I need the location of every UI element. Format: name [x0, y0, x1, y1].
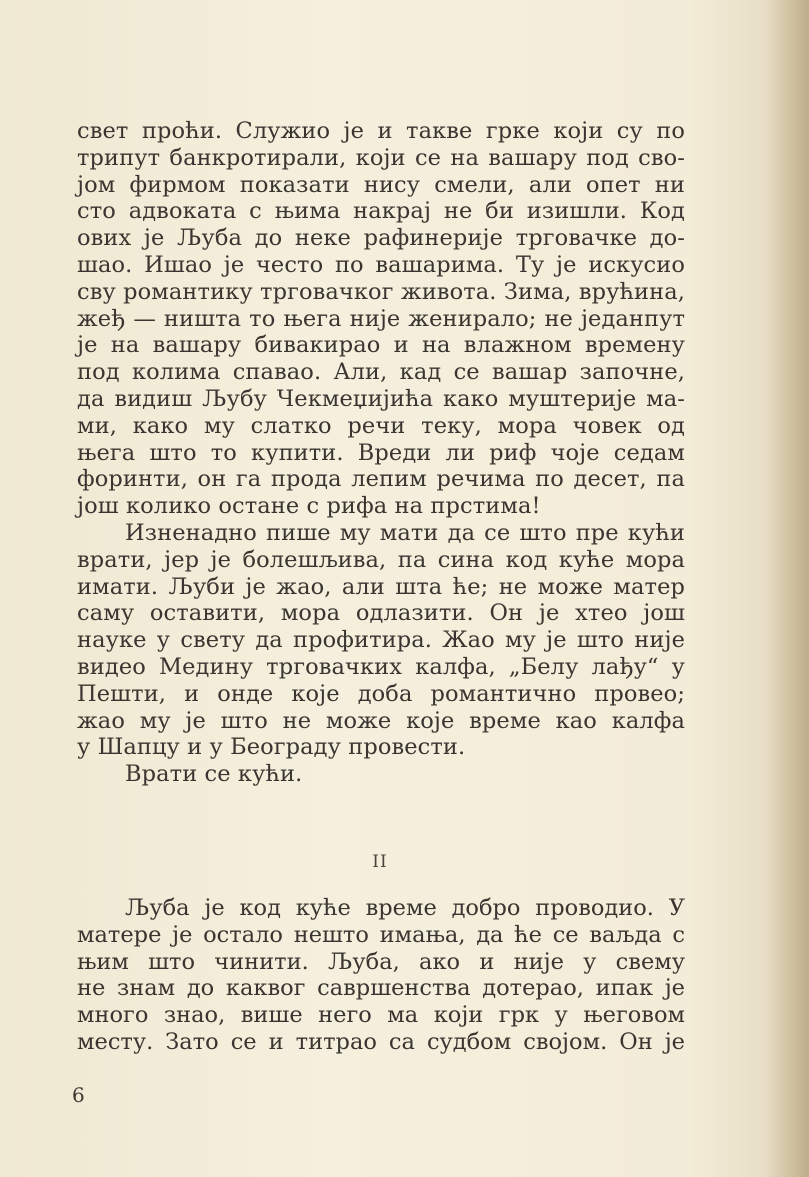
text-line: имати. Љуби је жао, али шта ће; не може матер — [77, 573, 685, 600]
text-line: њега што то купити. Вреди ли риф чоје седам — [77, 439, 685, 466]
text-line: трипут банкротирали, који се на вашару под сво- — [77, 144, 685, 171]
text-line: Изненадно пише му мати да се што пре кући — [125, 519, 685, 546]
text-line: матере је остало нешто имања, да ће се ваљда с — [77, 921, 685, 948]
text-line: Врати се кући. — [125, 761, 303, 788]
text-line: много знао, више него ма који грк у његовом — [77, 1002, 685, 1029]
body-text-bottom — [77, 895, 685, 1056]
text-line: ових је Љуба до неке рафинерије трговачке до- — [77, 225, 685, 252]
text-line: сву романтику трговачког живота. Зима, врућина, — [77, 278, 685, 305]
text-line: Љуба је код куће време добро проводио. У — [125, 895, 685, 921]
text-line: је на вашару бивакирао и на влажном времену — [77, 332, 685, 359]
text-line: саму оставити, мора одлазити. Он је хтео још — [77, 600, 685, 627]
text-line: не знам до каквог савршенства дотерао, ипак је — [77, 975, 685, 1002]
text-line: жао му је што не може које време као калфа — [77, 707, 685, 734]
text-line: под колима спавао. Али, кад се вашар започне, — [77, 359, 685, 386]
text-line: шао. Ишао је често по вашарима. Ту је искусио — [77, 251, 685, 278]
text-line: у Шапцу и у Београду провести. — [77, 734, 466, 761]
body-text-top — [77, 118, 685, 788]
text-line: свет проћи. Служио је и такве грке који су по — [77, 118, 685, 144]
text-line: још колико остане с рифа на прстима! — [77, 493, 541, 520]
text-line: науке у свету да профитира. Жао му је што није — [77, 627, 685, 654]
text-line: видео Медину трговачких калфа, „Белу лађу“ у — [77, 653, 685, 680]
text-line: сто адвоката с њима накрај не би изишли. Код — [77, 198, 685, 225]
text-line: форинти, он га прода лепим речима по десет, па — [77, 466, 685, 493]
page-edge-shadow — [767, 0, 809, 1177]
section-numeral: II — [372, 852, 388, 872]
text-line: врати, јер је болешљива, па сина код куће мора — [77, 546, 685, 573]
text-line: Пешти, и онде које доба романтично провео; — [77, 680, 685, 707]
page-number: 6 — [72, 1083, 85, 1107]
text-line: да видиш Љубу Чекмеџијића како муштерије ма- — [77, 385, 685, 412]
text-line: јом фирмом показати нису смели, али опет ни — [77, 171, 685, 198]
text-line: ми, како му слатко речи теку, мора човек од — [77, 412, 685, 439]
text-line: њим што чинити. Љуба, ако и није у свему — [77, 948, 685, 975]
text-line: жеђ — ништа то њега није женирало; не једанпут — [77, 305, 685, 332]
text-line: месту. Зато се и титрао са судбом својом. Он је — [77, 1028, 685, 1055]
